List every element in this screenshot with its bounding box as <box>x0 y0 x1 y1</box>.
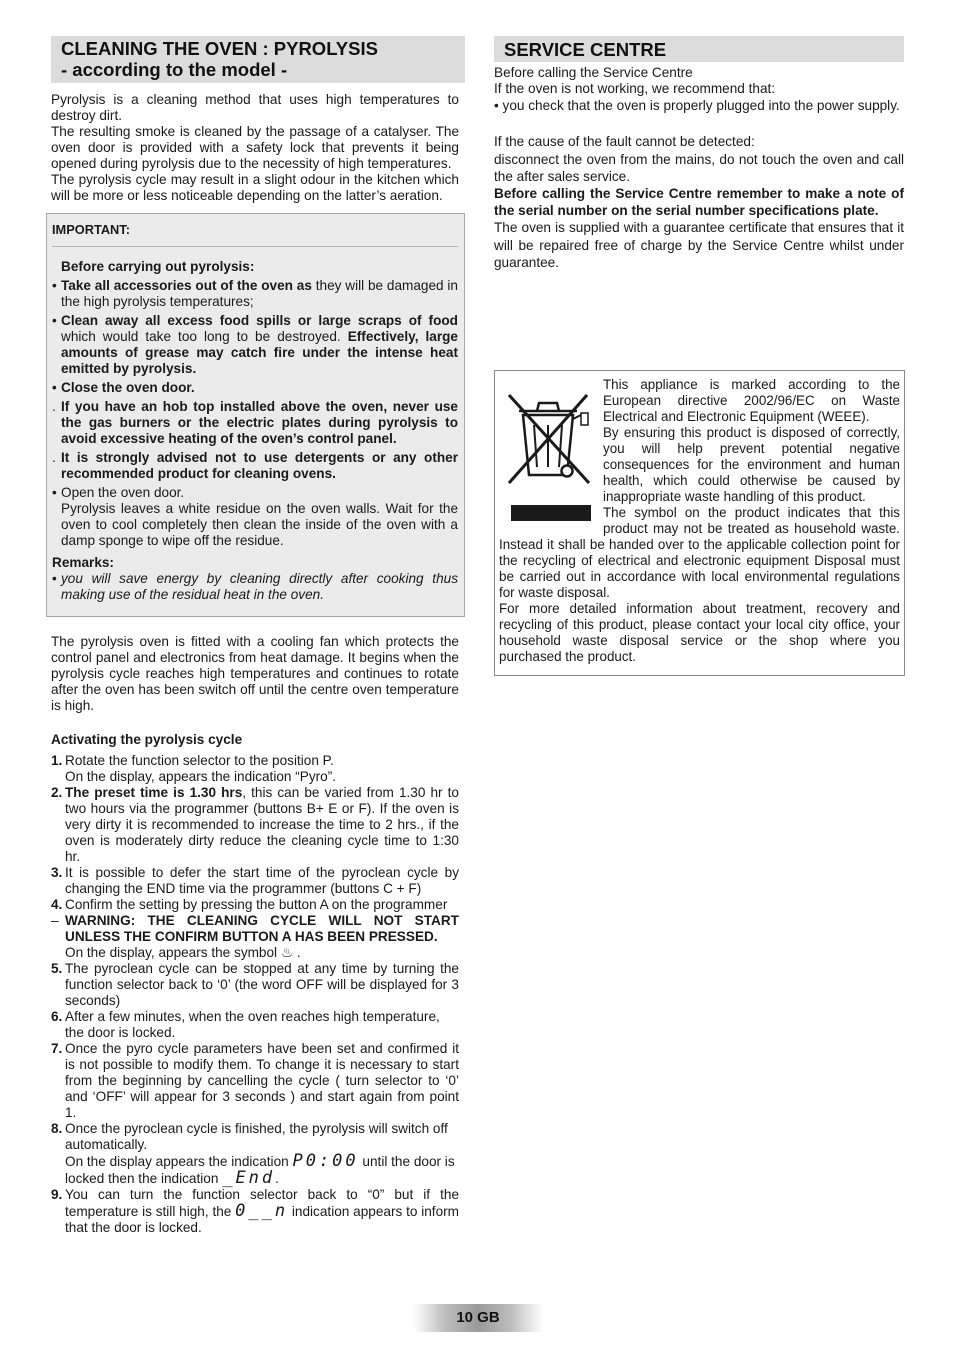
step-item <box>51 753 459 785</box>
service-centre-title: SERVICE CENTRE <box>494 36 904 62</box>
pyrolysis-symbol-icon: ♨ <box>280 945 294 960</box>
step-text: indication appears to inform that the door is locked. <box>65 1204 459 1235</box>
display-readout: 0__n <box>235 1201 289 1221</box>
weee-text: This appliance is marked according to the European directive 2002/96/EC on Waste Electrical and Electronic Equipment (WEEE). <box>603 377 900 424</box>
weee-notice-box <box>494 370 905 676</box>
intro-paragraph: The resulting smoke is cleaned by the passage of a catalyser. The oven door is provided with a safety lock that prevents it being opened during pyrolysis due to the necessity of high temperatures. <box>51 124 459 171</box>
item-bold-text: Close the oven door. <box>61 380 195 395</box>
step-text: , this can be varied from 1.30 hr to two hours via the programmer (buttons B+ E or F). If the oven is very dirty it is recommended to increase the time to 2 hrs., if the oven is moderately dirty reduce the cleaning cycle time to 1:30 hr. <box>65 785 459 864</box>
weee-text: By ensuring this product is disposed of correctly, you will help prevent potential negative consequences for the environment and human health, which could otherwise be caused by inappropriate waste handling of this product. <box>603 425 900 504</box>
bullet-mark: • <box>52 278 57 293</box>
step-text <box>65 945 459 961</box>
step-number: 6. <box>51 1009 63 1024</box>
item-text: which would take too long to be destroyed. <box>61 329 348 344</box>
item-text: they will be damaged in the high pyrolysis temperatures; <box>61 278 458 309</box>
service-note: Before calling the Service Centre remember to make a note of the serial number on the serial number specifications plate. <box>494 186 904 218</box>
step-item <box>51 1009 459 1041</box>
bullet-mark: • <box>52 485 57 500</box>
service-paragraph: The oven is supplied with a guarantee certificate that ensures that it will be repaired free of charge by the Service Centre whilst under guarantee. <box>494 220 904 270</box>
service-centre-body <box>494 65 904 272</box>
step-text: On the display, appears the symbol <box>65 945 278 960</box>
step-text: Rotate the function selector to the position P. <box>65 753 334 768</box>
steps-list <box>51 753 459 1236</box>
warning-text: WARNING: THE CLEANING CYCLE WILL NOT START UNLESS THE CONFIRM BUTTON A HAS BEEN PRESSED. <box>65 913 459 944</box>
cooling-fan-paragraph: The pyrolysis oven is fitted with a cooling fan which protects the control panel and electronics from heat damage. It begins when the pyrolysis cycle reaches high temperatures and continues to rotate after the oven has been switch off until the centre oven temperature is high. <box>51 634 459 713</box>
step-item <box>51 785 459 865</box>
activating-title: Activating the pyrolysis cycle <box>51 732 243 747</box>
important-title: IMPORTANT: <box>52 222 130 237</box>
step-number: 3. <box>51 865 63 880</box>
step-number: 2. <box>51 785 63 800</box>
intro-paragraph: Pyrolysis is a cleaning method that uses high temperatures to destroy dirt. <box>51 92 459 123</box>
step-text <box>65 1153 459 1187</box>
bullet-mark: • <box>52 380 57 395</box>
step-text: Confirm the setting by pressing the button A on the programmer <box>65 897 448 912</box>
weee-text: The symbol on the product indicates that this product may not be treated as household waste. Instead it shall be handed over to the applicable collection point for the recycling of electrical and electronic equipment Disposal must be carried out in accordance with local environmental regulations for waste disposal. <box>499 505 900 600</box>
page-number: 10 GB <box>456 1309 500 1326</box>
step-item <box>51 1121 459 1187</box>
pyrolysis-intro <box>51 92 459 204</box>
step-text: Once the pyroclean cycle is finished, the pyrolysis will switch off automatically. <box>65 1121 448 1152</box>
bullet-mark: • <box>52 313 57 328</box>
remarks-item <box>52 571 458 603</box>
warning-item <box>51 913 459 961</box>
before-pyrolysis-heading: Before carrying out pyrolysis: <box>61 259 255 274</box>
step-bold-text: The preset time is 1.30 hrs <box>65 785 243 800</box>
item-bold-text: If you have an hob top installed above the oven, never use the gas burners or the electric plates during pyrolysis to avoid excessive heating of the oven’s control panel. <box>61 399 458 446</box>
service-paragraph: disconnect the oven from the mains, do not touch the oven and call the after sales service. <box>494 152 904 184</box>
important-item <box>52 485 458 549</box>
intro-paragraph: The pyrolysis cycle may result in a slight odour in the kitchen which will be more or less noticeable depending on the latter’s aeration. <box>51 172 459 203</box>
item-bold-text: It is strongly advised not to use detergents or any other recommended product for cleaning ovens. <box>61 450 458 481</box>
item-text: Pyrolysis leaves a white residue on the oven walls. Wait for the oven to cool completely then clean the inside of the oven with a damp sponge to wipe off the residue. <box>61 501 458 548</box>
step-text: It is possible to defer the start time of the pyroclean cycle by changing the END time via the programmer (buttons C + F) <box>65 865 459 896</box>
step-item <box>51 1041 459 1121</box>
step-number: 8. <box>51 1121 63 1136</box>
step-text: After a few minutes, when the oven reaches high temperature, the door is locked. <box>65 1009 440 1040</box>
step-text: The pyroclean cycle can be stopped at any time by turning the function selector back to ‘0’ (the word OFF will be displayed for 3 seconds) <box>65 961 459 1008</box>
step-item <box>51 1187 459 1236</box>
bullet-mark: . <box>52 450 56 465</box>
important-divider <box>52 246 458 247</box>
step-number: 7. <box>51 1041 63 1056</box>
step-item <box>51 865 459 897</box>
display-readout: P0:00 <box>292 1151 359 1171</box>
left-column <box>51 36 465 1236</box>
step-number: 1. <box>51 753 63 768</box>
step-number: 5. <box>51 961 63 976</box>
step-item <box>51 897 459 913</box>
step-text: . <box>293 945 301 960</box>
important-item <box>52 313 458 377</box>
service-paragraph: If the oven is not working, we recommend that: <box>494 81 776 96</box>
bullet-mark: . <box>52 399 56 414</box>
item-text: Open the oven door. <box>61 485 185 500</box>
step-text: On the display appears the indication <box>65 1154 293 1169</box>
service-paragraph: If the cause of the fault cannot be detected: <box>494 134 755 149</box>
remarks-text: you will save energy by cleaning directly after cooking thus making use of the residual heat in the oven. <box>61 571 458 602</box>
page-footer <box>413 1304 543 1332</box>
important-box <box>46 213 465 617</box>
bullet-mark: • <box>52 571 57 586</box>
step-number: – <box>51 913 59 928</box>
step-number: 9. <box>51 1187 63 1202</box>
step-text: You can turn the function selector back to “0” but if the temperature is still high, the <box>65 1187 459 1219</box>
crossed-out-wheelie-bin-icon <box>501 379 595 523</box>
item-bold-text: Clean away all excess food spills or large scraps of food <box>61 313 458 328</box>
step-text: until the door is locked then the indication <box>65 1154 455 1186</box>
important-item <box>52 399 458 447</box>
step-text: . <box>275 1171 279 1186</box>
important-item <box>52 278 458 310</box>
weee-text: For more detailed information about treatment, recovery and recycling of this product, please contact your local city office, your household waste disposal service or the shop where you purchased the product. <box>499 601 900 664</box>
pyrolysis-title-line1: CLEANING THE OVEN : PYROLYSIS <box>61 38 378 59</box>
pyrolysis-title-line2: - according to the model - <box>61 59 288 80</box>
remarks-title: Remarks: <box>52 555 114 570</box>
item-bold-text: Effectively, large amounts of grease may catch fire under the intense heat emitted by pyrolysis. <box>61 329 458 376</box>
important-item <box>52 450 458 482</box>
spacer <box>494 115 904 133</box>
right-column <box>494 36 904 272</box>
item-bold-text: Take all accessories out of the oven as <box>61 278 312 293</box>
step-item <box>51 961 459 1009</box>
important-item <box>52 380 458 396</box>
step-number: 4. <box>51 897 63 912</box>
service-paragraph: • you check that the oven is properly plugged into the power supply. <box>494 98 900 113</box>
step-text: Once the pyro cycle parameters have been set and confirmed it is not possible to modify them. To change it is necessary to start from the beginning by cancelling the cycle ( turn selector to ‘0’ and ‘OFF’ will appear for 3 seconds ) and start again from point 1. <box>65 1041 459 1120</box>
service-paragraph: Before calling the Service Centre <box>494 65 693 80</box>
pyrolysis-section-title <box>51 36 465 83</box>
display-readout: _End <box>222 1168 276 1188</box>
step-text: On the display, appears the indication “Pyro”. <box>65 769 337 784</box>
